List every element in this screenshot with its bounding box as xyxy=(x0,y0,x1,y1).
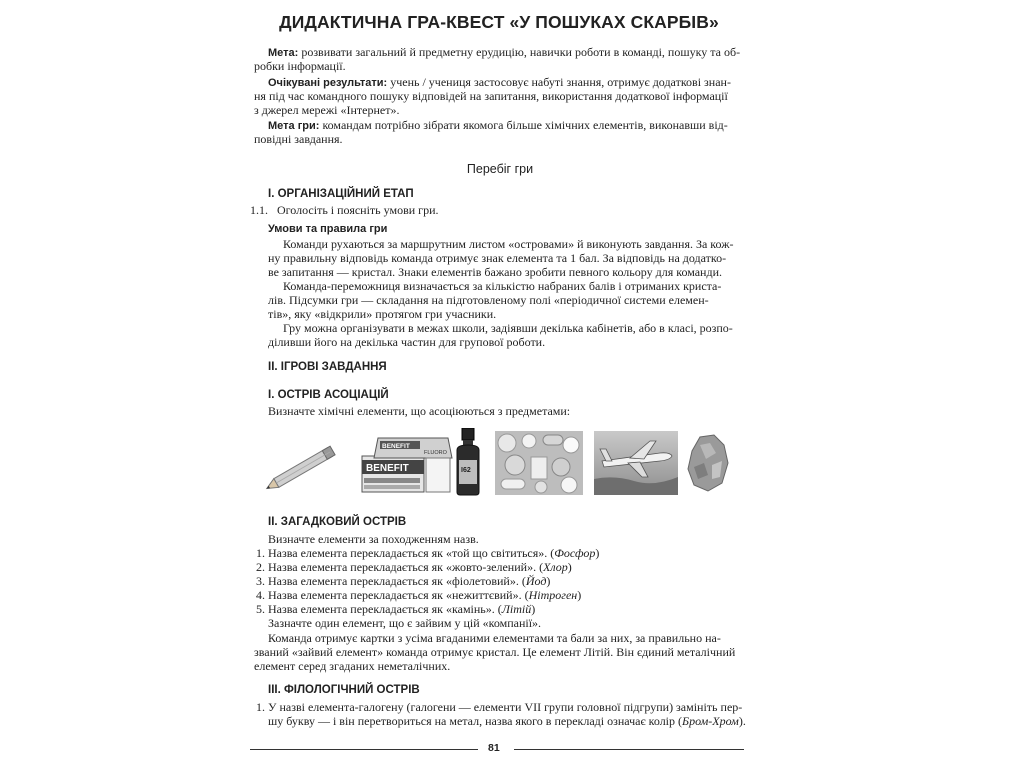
island3-end: ). xyxy=(738,714,746,728)
rules-line: ве запитання — кристал. Знаки елементів бажано зробити певного кольору для команди. xyxy=(268,265,723,279)
item-end: ) xyxy=(567,560,572,574)
bottle-label-text: I62 xyxy=(461,467,471,474)
stage1-item-text: Оголосіть і поясніть умови гри. xyxy=(277,203,439,217)
item-text: Назва елемента перекладається як «камінь». ( xyxy=(268,602,502,616)
island2-outro-line: званий «зайвий елемент» команда отримує кристал. Це елемент Літій. Він єдиний металічний xyxy=(254,645,736,659)
stage2-heading: II. ІГРОВІ ЗАВДАННЯ xyxy=(268,361,387,373)
goal-text-2: робки інформації. xyxy=(254,59,346,73)
footer-rule-left xyxy=(250,749,478,750)
item-end: ) xyxy=(531,602,536,616)
island2-outro-line: елемент серед згаданих неметалічних. xyxy=(254,659,451,673)
rules-line: Команда-переможниця визначається за кількістю набраних балів і отриманих криста- xyxy=(283,279,722,293)
item-number: 3. xyxy=(256,574,265,588)
island2-item xyxy=(256,574,550,589)
game-goal-label: Мета гри: xyxy=(268,120,320,132)
results-label: Очікувані результати: xyxy=(268,77,388,89)
item-number: 2. xyxy=(256,560,265,574)
item-answer: Хлор xyxy=(543,560,568,574)
island2-note: Зазначте один елемент, що є зайвим у цій «компанії». xyxy=(268,616,542,630)
toothpaste-brand-text: BENEFIT xyxy=(366,463,409,474)
island3-line-2 xyxy=(268,714,746,729)
rules-line: лів. Підсумки гри — складання на підготовленому полі «періодичної системи елемен- xyxy=(268,293,709,307)
item-text: Назва елемента перекладається як «той що світиться». ( xyxy=(268,546,555,560)
results-text-1: учень / учениця застосовує набуті знання, отримує додаткові знан- xyxy=(387,75,731,89)
island1-text: Визначте хімічні елементи, що асоціюються з предметами: xyxy=(268,404,571,418)
stage1-item xyxy=(250,203,439,218)
game-goal-text-2: повідні завдання. xyxy=(254,132,343,146)
pills-image xyxy=(495,431,583,495)
item-answer: Нітроген xyxy=(528,588,578,602)
rules-line: тів», яку «відкрили» протягом гри учасники. xyxy=(268,307,497,321)
island2-intro: Визначте елементи за походженням назв. xyxy=(268,532,479,546)
item-number: 4. xyxy=(256,588,265,602)
island2-outro-line: Команда отримує картки з усіма вгаданими елементами та бали за них, за правильно на- xyxy=(268,631,721,645)
item-answer: Літій xyxy=(501,602,532,616)
item-answer: Йод xyxy=(525,574,547,588)
rules-heading: Умови та правила гри xyxy=(268,223,388,235)
stage1-item-number: 1.1. xyxy=(250,203,268,217)
island2-heading: II. ЗАГАДКОВИЙ ОСТРІВ xyxy=(268,516,407,528)
item-number: 1. xyxy=(256,546,265,560)
rules-line: Гру можна організувати в межах школи, задіявши декілька кабінетів, або в класі, розпо- xyxy=(283,321,733,335)
document-page xyxy=(250,0,750,768)
rules-line: Команди рухаються за маршрутним листом «островами» й виконують завдання. За кож- xyxy=(283,237,734,251)
page-number: 81 xyxy=(488,742,500,754)
iodine-bottle-image xyxy=(453,428,483,496)
pencil-image xyxy=(258,438,350,496)
goal-label: Мета: xyxy=(268,47,299,59)
goal-text-1: розвивати загальний й предметну ерудицію, навички роботи в команді, пошуку та об- xyxy=(298,45,741,59)
island2-item xyxy=(256,588,581,603)
item-number: 5. xyxy=(256,602,265,616)
association-images xyxy=(258,428,728,498)
footer-rule-right xyxy=(514,749,744,750)
item-end: ) xyxy=(577,588,582,602)
airplane-image xyxy=(594,431,678,495)
item-end: ) xyxy=(546,574,551,588)
item-answer: Фосфор xyxy=(554,546,596,560)
island3-answer: Бром-Хром xyxy=(682,714,739,728)
island3-line-1 xyxy=(256,700,742,715)
island2-item xyxy=(256,602,535,617)
item-end: ) xyxy=(595,546,600,560)
progress-heading: Перебіг гри xyxy=(466,162,534,176)
results-text-3: з джерел мережі «Інтернет». xyxy=(254,103,400,117)
island1-heading: I. ОСТРІВ АСОЦІАЦІЙ xyxy=(268,389,389,401)
island3-heading: III. ФІЛОЛОГІЧНИЙ ОСТРІВ xyxy=(268,684,420,696)
page-title: ДИДАКТИЧНА ГРА-КВЕСТ «У ПОШУКАХ СКАРБІВ» xyxy=(279,12,719,32)
island3-text-2: шу букву — і він перетвориться на метал, назва якого в перекладі означає колір ( xyxy=(268,714,683,728)
results-text-2: ня під час командного пошуку відповідей на запитання, використання додаткової інформації xyxy=(254,89,728,103)
island2-item xyxy=(256,560,572,575)
toothpaste-image xyxy=(360,434,455,496)
stage1-heading: I. ОРГАНІЗАЦІЙНИЙ ЕТАП xyxy=(268,188,414,200)
item-text: Назва елемента перекладається як «жовто-зелений». ( xyxy=(268,560,544,574)
island3-text-1: У назві елемента-галогену (галогени — елементи VII групи головної підгрупи) замініть пер- xyxy=(268,700,743,714)
rules-line: ну правильну відповідь команда отримує знак елемента та 1 бал. За відповідь на додатко- xyxy=(268,251,727,265)
item-text: Назва елемента перекладається як «нежиттєвий». ( xyxy=(268,588,529,602)
toothpaste-tube-brand: BENEFIT xyxy=(382,443,410,450)
rules-line: діливши його на декілька частин для групової роботи. xyxy=(268,335,546,349)
rock-image xyxy=(686,431,730,495)
island3-item-number: 1. xyxy=(256,700,265,714)
game-goal-text-1: командам потрібно зібрати якомога більше хімічних елементів, виконавши від- xyxy=(319,118,728,132)
island2-item xyxy=(256,546,599,561)
item-text: Назва елемента перекладається як «фіолетовий». ( xyxy=(268,574,526,588)
toothpaste-sub-text: FLUORO xyxy=(424,450,447,456)
